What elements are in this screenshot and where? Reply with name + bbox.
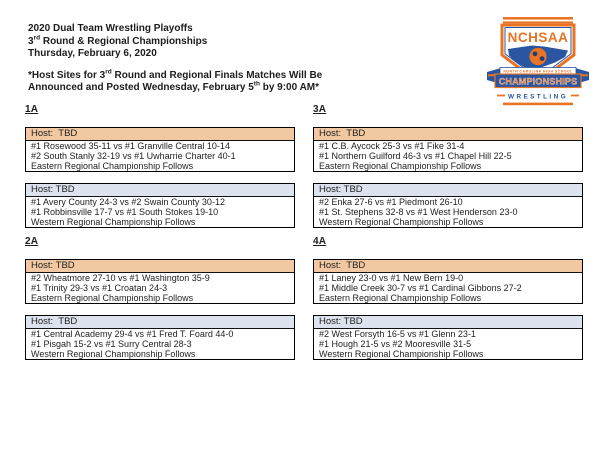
doc-date — [28, 48, 322, 61]
host-note-line2 — [28, 82, 322, 95]
doc-subtitle — [28, 36, 322, 49]
match-row: #1 Middle Creek 30-7 vs #1 Cardinal Gibbons 27-2 — [319, 283, 522, 293]
shield-top-stripe — [503, 21, 573, 23]
match-row: #1 Robbinsville 17-7 vs #1 South Stokes 19-10 — [31, 207, 219, 217]
wrestler-figure — [540, 56, 545, 61]
text-part: Round & Regional Championships — [40, 35, 208, 47]
bracket-box-western — [25, 183, 295, 228]
host-row: Host: TBD — [26, 184, 294, 197]
footer-row: Eastern Regional Championship Follows — [31, 161, 194, 171]
match-row: #1 C.B. Aycock 25-3 vs #1 Fike 31-4 — [319, 141, 465, 151]
doc-title — [28, 23, 322, 36]
host-row: Host: TBD — [26, 260, 294, 273]
superscript: rd — [33, 34, 41, 42]
text-part: *Host Sites for 3 — [28, 69, 106, 81]
section-label: 3A — [313, 104, 327, 115]
doc-date-text: Thursday, February 6, 2020 — [28, 48, 157, 60]
bracket-box-eastern — [25, 127, 295, 172]
sport-dash-right — [571, 95, 579, 97]
small-banner-text: NORTH CAROLINA HIGH SCHOOL — [503, 69, 573, 74]
host-note-line1 — [28, 70, 322, 83]
footer-row: Western Regional Championship Follows — [319, 217, 484, 227]
section-label: 2A — [25, 236, 39, 247]
footer-row: Western Regional Championship Follows — [31, 217, 196, 227]
host-row: Host: TBD — [314, 184, 582, 197]
match-row: #1 Pisgah 15-2 vs #1 Surry Central 28-3 — [31, 339, 192, 349]
section-2a — [25, 236, 295, 371]
match-row: #2 Wheatmore 27-10 vs #1 Washington 35-9 — [31, 273, 210, 283]
sport-text: WRESTLING — [508, 93, 568, 101]
sport-dash-left — [497, 95, 505, 97]
match-row: #2 Enka 27-6 vs #1 Piedmont 26-10 — [319, 197, 463, 207]
bracket-box-eastern — [313, 259, 583, 304]
host-row: Host: TBD — [26, 316, 294, 329]
doc-title-text: 2020 Dual Team Wrestling Playoffs — [28, 23, 193, 34]
bracket-box-western — [313, 315, 583, 360]
match-row: #1 Laney 23-0 vs #1 New Bern 19-0 — [319, 273, 464, 283]
match-row: #1 Northern Guilford 46-3 vs #1 Chapel Hill 22-5 — [319, 151, 512, 161]
section-4a — [313, 236, 583, 371]
section-3a — [313, 104, 583, 239]
footer-row: Eastern Regional Championship Follows — [31, 293, 194, 303]
wrestlers-icon — [529, 48, 546, 65]
footer-row: Western Regional Championship Follows — [319, 349, 484, 359]
match-row: #2 West Forsyth 16-5 vs #1 Glenn 23-1 — [319, 329, 476, 339]
nchsaa-logo-graphic — [486, 15, 590, 109]
text-part: Round and Regional Finals Matches Will Be — [111, 69, 323, 81]
host-row: Host: TBD — [314, 128, 582, 141]
section-label: 4A — [313, 236, 327, 247]
superscript: th — [253, 81, 260, 89]
logo-org-text: NCHSAA — [507, 30, 569, 45]
section-label: 1A — [25, 104, 39, 115]
document-header — [28, 23, 322, 95]
match-row: #1 St. Stephens 32-8 vs #1 West Henderson 23-0 — [319, 207, 518, 217]
text-part: 3 — [28, 35, 34, 47]
match-row: #2 South Stanly 32-19 vs #1 Uwharrie Charter 40-1 — [31, 151, 236, 161]
championships-text: CHAMPIONSHIPS — [498, 76, 578, 87]
match-row: #1 Trinity 29-3 vs #1 Croatan 24-3 — [31, 283, 168, 293]
superscript: rd — [105, 68, 112, 76]
wrestler-figure — [533, 51, 538, 56]
match-row: #1 Hough 21-5 vs #2 Mooresville 31-5 — [319, 339, 472, 349]
bracket-box-eastern — [313, 127, 583, 172]
bracket-box-eastern — [25, 259, 295, 304]
footer-row: Eastern Regional Championship Follows — [319, 161, 482, 171]
match-row: #1 Avery County 24-3 vs #2 Swain County 30-12 — [31, 197, 225, 207]
host-row: Host: TBD — [26, 128, 294, 141]
host-row: Host: TBD — [314, 260, 582, 273]
footer-row: Eastern Regional Championship Follows — [319, 293, 482, 303]
match-row: #1 Rosewood 35-11 vs #1 Granville Central 10-14 — [31, 141, 230, 151]
bracket-box-western — [25, 315, 295, 360]
section-1a — [25, 104, 295, 239]
host-row: Host: TBD — [314, 316, 582, 329]
bracket-box-western — [313, 183, 583, 228]
match-row: #1 Central Academy 29-4 vs #1 Fred T. Foard 44-0 — [31, 329, 234, 339]
shield-top-stripe — [503, 17, 573, 20]
text-part: by 9:00 AM* — [259, 82, 320, 94]
nchsaa-logo — [486, 15, 590, 109]
footer-row: Western Regional Championship Follows — [31, 349, 196, 359]
text-part: Announced and Posted Wednesday, February 5 — [28, 82, 254, 94]
